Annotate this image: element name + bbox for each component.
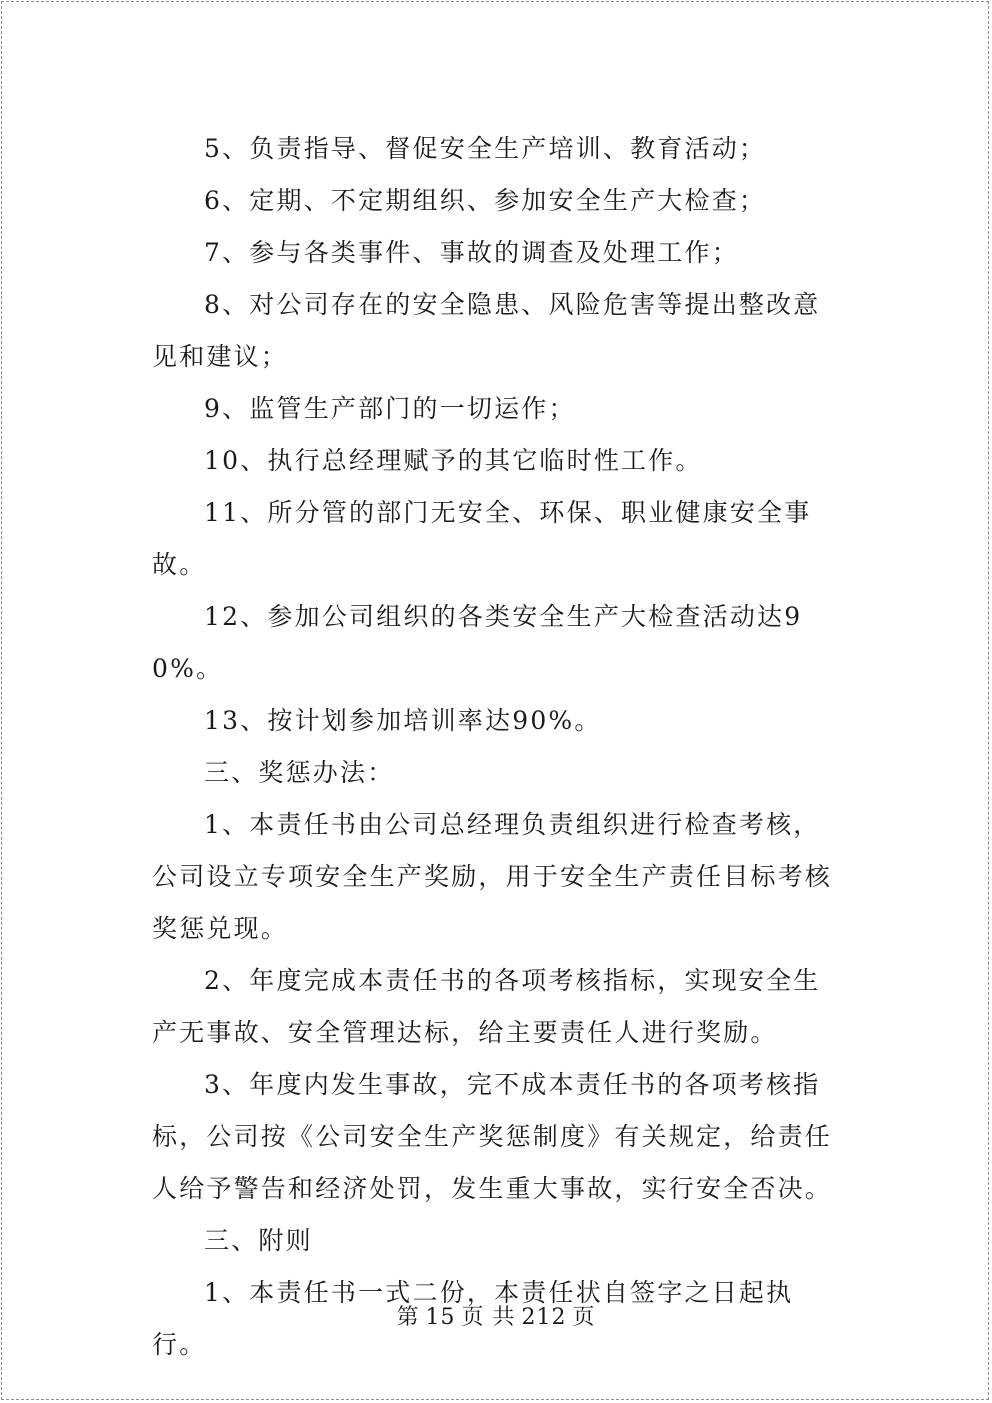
footer-prefix: 第 <box>396 1305 420 1330</box>
paragraph: 9、监管生产部门的一切运作； <box>204 394 576 423</box>
section-heading: 三、附则 <box>204 1226 313 1255</box>
footer-middle: 页 共 <box>461 1305 516 1330</box>
page-footer <box>0 1300 992 1331</box>
section-heading: 三、奖惩办法： <box>204 758 395 787</box>
paragraph: 13、按计划参加培训率达90%。 <box>204 706 602 735</box>
footer-suffix: 页 <box>572 1305 596 1330</box>
paragraph: 12、参加公司组织的各类安全生产大检查活动达90%。 <box>152 602 803 683</box>
paragraph: 7、参与各类事件、事故的调查及处理工作； <box>204 238 739 267</box>
paragraph: 8、对公司存在的安全隐患、风险危害等提出整改意见和建议； <box>152 290 821 371</box>
paragraph: 10、执行总经理赋予的其它临时性工作。 <box>204 446 703 475</box>
paragraph: 3、年度内发生事故，完不成本责任书的各项考核指标，公司按《公司安全生产奖惩制度》有关规定，给责任人给予警告和经济处罚，发生重大事故，实行安全否决。 <box>152 1070 833 1203</box>
paragraph: 5、负责指导、督促安全生产培训、教育活动； <box>204 134 767 163</box>
paragraph: 2、年度完成本责任书的各项考核指标，实现安全生产无事故、安全管理达标，给主要责任人进行奖励。 <box>152 966 821 1047</box>
total-page-count: 212 <box>521 1305 567 1330</box>
paragraph: 6、定期、不定期组织、参加安全生产大检查； <box>204 186 767 215</box>
document-body <box>152 123 844 1371</box>
current-page-number: 15 <box>425 1305 456 1330</box>
paragraph: 1、本责任书一式二份，本责任状自签字之日起执行。 <box>152 1278 794 1359</box>
paragraph: 11、所分管的部门无安全、环保、职业健康安全事故。 <box>152 498 812 579</box>
paragraph: 1、本责任书由公司总经理负责组织进行检查考核，公司设立专项安全生产奖励，用于安全生产责任目标考核奖惩兑现。 <box>152 810 833 943</box>
